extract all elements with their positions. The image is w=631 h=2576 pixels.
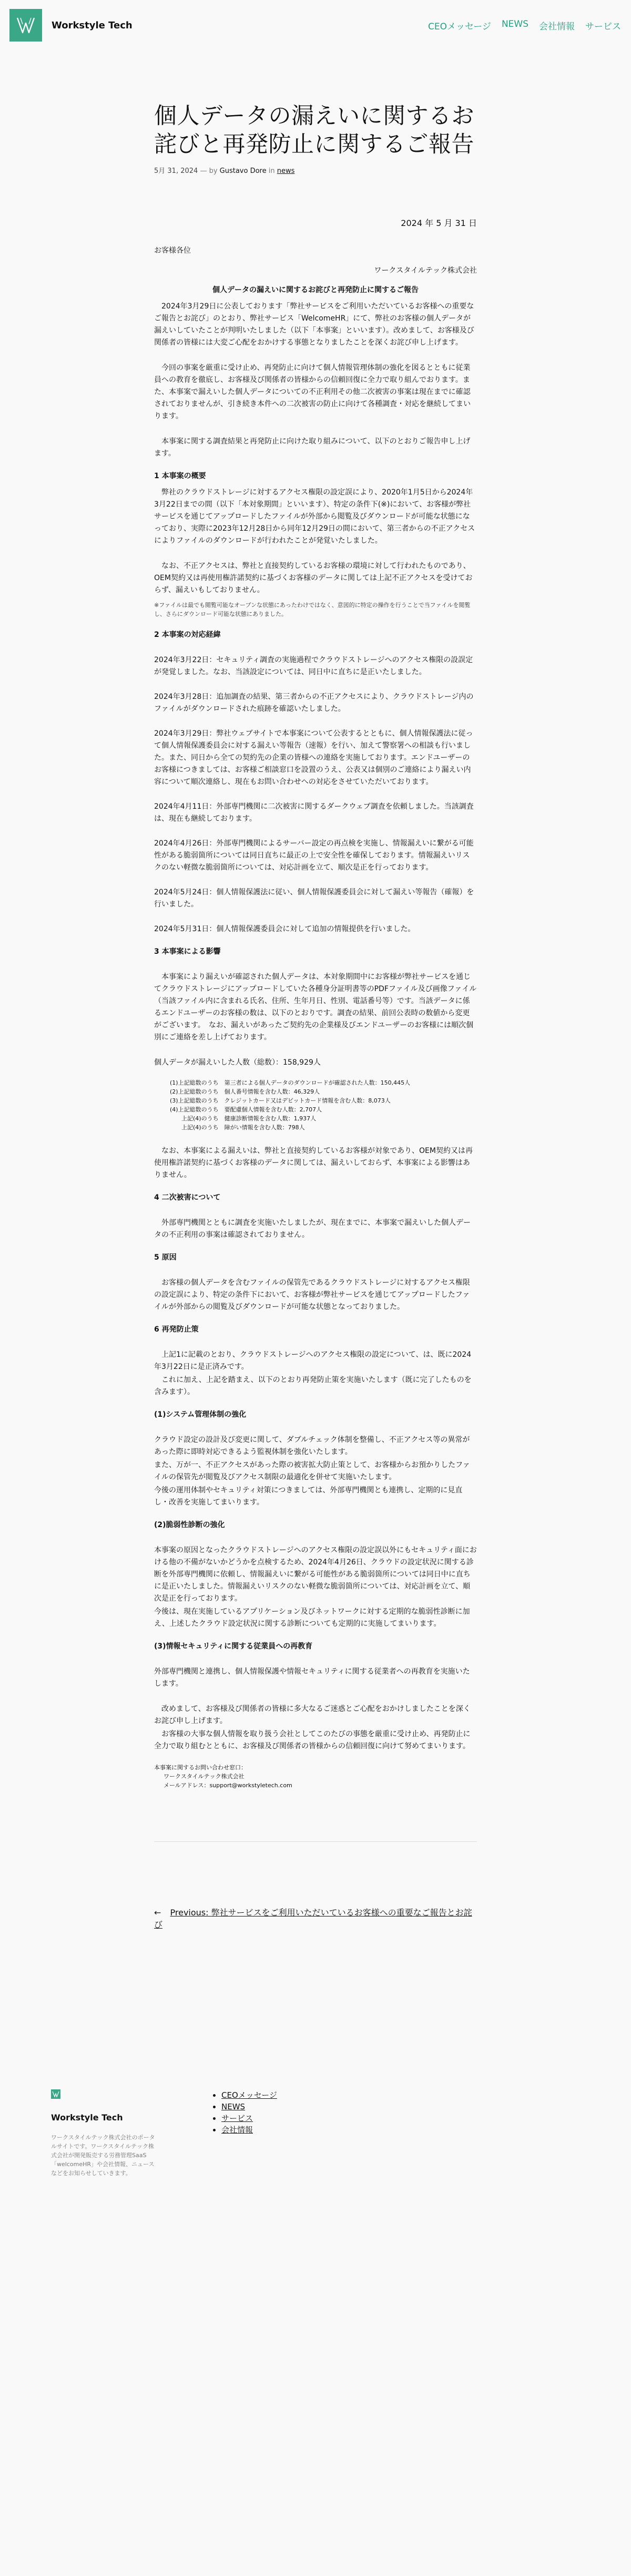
footer-link-ceo-message[interactable]: CEOメッセージ: [221, 2090, 277, 2100]
section-1-paragraph: 弊社のクラウドストレージに対するアクセス権限の設定誤により、2020年1月5日から2024年3月22日までの間（以下「本対象期間」といいます）、特定の条件下(※)において、お客様が弊社サービスを通じてアップロードしたファイルが外部から閲覧及びダウンロードが可能な状態になっており、実際に2023年12月28日から同年12月29日の間において、第三者からの不正アクセスによりファイルのダウンロードが行われたことが発覚いたしました。: [154, 488, 475, 545]
letter-company: ワークスタイルテック株式会社: [374, 266, 477, 275]
workstyle-logo-icon[interactable]: [9, 9, 42, 42]
post-date: 5月 31, 2024: [154, 167, 198, 175]
footer-description: ワークスタイルテック株式会社のポータルサイトです。ワークスタイルテック株式会社が開発販売する労務管理SaaS「welcomeHR」や会社情報、ニュースなどをお知らせしていきます。: [51, 2134, 155, 2177]
article-title: 個人データの漏えいに関するお詫びと再発防止に関するご報告: [154, 103, 474, 158]
section-4-title: 4 二次被害について: [154, 1193, 221, 1202]
affected-count-row: (1)上記総数のうち 第三者による個人データのダウンロードが確認された人数：150,445人: [170, 1079, 411, 1086]
main-nav: [428, 19, 622, 32]
footer-brand: [51, 2089, 159, 2178]
previous-post-title: 弊社サービスをご利用いただいているお客様への重要なご報告とお詫び: [154, 1908, 472, 1930]
contact-email[interactable]: メールアドレス：support@workstyletech.com: [164, 1782, 292, 1789]
measure-1-paragraph: クラウド設定の設計及び変更に関して、ダブルチェック体制を整備し、不正アクセス等の異常があった際に即時対応できるよう監視体制を強化いたします。: [154, 1436, 470, 1456]
previous-post-prefix: Previous:: [170, 1908, 209, 1918]
nav-service[interactable]: サービス: [585, 21, 621, 32]
timeline-entry: 2024年4月11日：外部専門機関に二次被害に関するダークウェブ調査を依頼しました。当該調査は、現在も継続しております。: [154, 802, 474, 823]
timeline-entry: 2024年3月22日：セキュリティ調査の実施過程でクラウドストレージへのアクセス権限の設誤定が発覚しました。なお、当該設定については、同日中に直ちに是正いたしました。: [154, 656, 473, 676]
measure-1-title: (1)システム管理体制の強化: [154, 1410, 247, 1419]
section-5-title: 5 原因: [154, 1253, 177, 1262]
arrow-left-icon[interactable]: ←: [154, 1908, 161, 1918]
section-1-title: 1 本事案の概要: [154, 472, 206, 480]
section-3-paragraph: 本事案により漏えいが確認された個人データは、本対象期間中にお客様が弊社サービスを通じてクラウドストレージにアップロードしていた各種身分証明書等のPDFファイル及び画像ファイル（当該ファイル内に含まれる氏名、住所、生年月日、性別、電話番号等）です。当該データに係るエンドユーザーのお客様の数は、以下のとおりです。調査の結果、前回公表時の数値から変更がございます。 なお、漏えいがあったご契約先の企業様及びエンドユーザーのお客様には順次個別にご連絡を差し上げております。: [154, 973, 477, 1042]
measure-2-paragraph: 今後は、現在実施しているアプリケーション及びネットワークに対する定期的な脆弱性診断に加え、上述したクラウド設定状況に関する診断についても定期的に実施してまいります。: [154, 1608, 470, 1628]
footer-link-service[interactable]: サービス: [221, 2114, 253, 2123]
footer-nav: [213, 2089, 277, 2178]
closing-paragraph: 改めまして、お客様及び関係者の皆様に多大なるご迷惑とご心配をおかけしましたことを深くお詫び申し上げます。: [154, 1705, 471, 1725]
article: [154, 102, 477, 1931]
workstyle-logo-icon[interactable]: [51, 2089, 60, 2099]
timeline-entry: 2024年4月26日：外部専門機関によるサーバー設定の再点検を実施し、情報漏えいに繋がる可能性がある脆弱箇所については同日直ちに最正の上で安全性を確保しております。情報漏えいリスクのない軽微な脆弱箇所については、対応計画を立て、順次是正を行っております。: [154, 839, 474, 872]
letter-date: 2024 年 5 月 31 日: [401, 218, 477, 228]
affected-count-row: (2)上記総数のうち 個人番号情報を含む人数：46,329人: [170, 1088, 320, 1095]
timeline-entry: 2024年5月24日：個人情報保護法に従い、個人情報保護委員会に対して漏えい等報告（確報）を行いました。: [154, 888, 474, 909]
contact-company: ワークスタイルテック株式会社: [164, 1773, 245, 1780]
footer-nav-item: [221, 2101, 277, 2113]
measure-3-paragraph: 外部専門機関と連携し、個人情報保護や情報セキュリティに関する従業者への再教育を実施いたします。: [154, 1667, 470, 1688]
section-6-paragraph: これに加え、上記を踏まえ、以下のとおり再発防止策を実施いたします（既に完了したものを含みます）。: [154, 1376, 472, 1396]
brand[interactable]: [9, 9, 133, 42]
post-by: — by: [200, 167, 218, 175]
previous-post-nav: [154, 1907, 477, 1931]
divider: [154, 1841, 477, 1842]
section-3-title: 3 本事案による影響: [154, 947, 221, 956]
closing-paragraph: お客様の大事な個人情報を取り扱う会社としてこのたびの事態を厳重に受け止め、再発防止に全力で取り組むとともに、お客様及び関係者の皆様からの信頼回復に向けて努めてまいります。: [154, 1730, 471, 1750]
footer-link-news[interactable]: NEWS: [221, 2102, 246, 2111]
letter-salutation: お客様各位: [154, 246, 191, 255]
intro-paragraph: 今回の事案を厳重に受け止め、再発防止に向けて個人情報管理体制の強化を図るとともに従業員への教育を徹底し、お客様及び関係者の皆様からの信頼回復に全力で取り組んでおります。また、本事案で漏えいした個人データについての不正利用その他二次被害の事案は現在までに確認されておりませんが、引き続き本件への二次被害の防止に向けて各種調査・対応を継続してまいります。: [154, 364, 471, 420]
timeline-entry: 2024年3月28日：追加調査の結果、第三者からの不正アクセスにより、クラウドストレージ内のファイルがダウンロードされた痕跡を確認いたしました。: [154, 693, 474, 713]
contact-block: [154, 1763, 477, 1790]
footer-link-company[interactable]: 会社情報: [221, 2125, 253, 2135]
affected-total: 個人データが漏えいした人数（総数）：158,929人: [154, 1058, 321, 1067]
affected-subcount-row: 上記(4)のうち 障がい情報を含む人数：798人: [181, 1124, 305, 1131]
intro-paragraph: 2024年3月29日に公表しております「弊社サービスをご利用いただいているお客様への重要なご報告とお詫び」のとおり、弊社サービス「WelcomeHR」にて、弊社のお客様の個人データが漏えいしていたことが判明いたしました（以下「本事案」といいます）。改めまして、お客様及び関係者の皆様には大変ご心配をおかけする事態となりましたことを深くお詫び申し上げます。: [154, 302, 474, 347]
nav-ceo-message[interactable]: CEOメッセージ: [428, 21, 491, 32]
affected-count-row: (3)上記総数のうち クレジットカード又はデビットカード情報を含む人数：8,073人: [170, 1097, 391, 1104]
affected-count-row: (4)上記総数のうち 要配慮個人情報を含む人数：2,707人: [170, 1106, 322, 1113]
site-header: [0, 0, 631, 50]
post-meta: [154, 165, 477, 177]
section-4-paragraph: 外部専門機関とともに調査を実施いたしましたが、現在までに、本事案で漏えいした個人データの不正利用の事案は確認されておりません。: [154, 1219, 471, 1239]
affected-breakdown: [170, 1078, 477, 1132]
measure-3-title: (3)情報セキュリティに関する従業員への再教育: [154, 1642, 313, 1651]
footer-nav-item: [221, 2113, 277, 2124]
letter-heading: 個人データの漏えいに関するお詫びと再発防止に関するご報告: [212, 286, 419, 294]
footer-brand-name[interactable]: Workstyle Tech: [51, 2113, 123, 2122]
intro-paragraph: 本事案に関する調査結果と再発防止に向けた取り組みについて、以下のとおりご報告申し上げます。: [154, 437, 471, 458]
post-category[interactable]: news: [277, 167, 295, 175]
measure-1-paragraph: 今後の運用体制やセキュリティ対策につきましては、外部専門機関とも連携し、定期的に見直し・改善を実施してまいります。: [154, 1486, 463, 1507]
previous-post-link[interactable]: [154, 1908, 472, 1930]
footer-nav-item: [221, 2089, 277, 2101]
timeline-entry: 2024年3月29日：弊社ウェブサイトで本事案について公表するとともに、個人情報保護法に従って個人情報保護委員会に対する漏えい等報告（速報）を行い、加えて警察署への相談も行いました。また、同日から全ての契約先の企業の皆様への連絡を実施しております。エンドユーザーのお客様につきましては、お客様ご相談窓口を設置のうえ、公表又は個別のご連絡により漏えい内容について順次連絡し、現在もお問い合わせへの対応をさせていただいております。: [154, 729, 473, 786]
footer-nav-item: [221, 2124, 277, 2136]
post-author[interactable]: Gustavo Dore: [219, 167, 267, 175]
section-5-paragraph: お客様の個人データを含むファイルの保管先であるクラウドストレージに対するアクセス権限の設定誤により、特定の条件下において、お客様が弊社サービスを通じてアップロードしたファイルが外部からの閲覧及びダウンロードが可能な状態となっておりました。: [154, 1279, 470, 1311]
section-1-note: ※ファイルは最でも閲覧可能なオープンな状態にあったわけではなく、意図的に特定の操作を行うことで当ファイルを閲覧し、さらにダウンロード可能な状態にありました。: [154, 602, 471, 617]
nav-news[interactable]: NEWS: [501, 18, 528, 29]
section-1-paragraph: なお、不正アクセスは、弊社と直接契約しているお客様の環境に対して行われたものであり、OEM契約又は再使用権許諾契約に基づくお客様のデータに関しては上記不正アクセスを受けておらず、漏えいもしておりません。: [154, 562, 473, 594]
section-3-paragraph: なお、本事案による漏えいは、弊社と直接契約しているお客様が対象であり、OEM契約又は再使用権許諾契約に基づくお客様のデータに関しては、漏えいしておらず、本事案による影響はありません。: [154, 1147, 473, 1179]
site-footer: [51, 2089, 631, 2246]
section-6-title: 6 再発防止策: [154, 1325, 199, 1334]
contact-title: 本事案に関するお問い合わせ窓口：: [154, 1764, 247, 1771]
brand-name[interactable]: Workstyle Tech: [52, 19, 133, 31]
affected-subcount-row: 上記(4)のうち 健康診断情報を含む人数：1,937人: [181, 1115, 317, 1122]
nav-company[interactable]: 会社情報: [539, 21, 575, 32]
timeline-entry: 2024年5月31日：個人情報保護委員会に対して追加の情報提供を行いました。: [154, 925, 415, 933]
measure-2-title: (2)脆弱性診断の強化: [154, 1521, 225, 1529]
section-6-paragraph: 上記1に記載のとおり、クラウドストレージへのアクセス権限の設定について、は、既に2024年3月22日に是正済みです。: [154, 1351, 472, 1371]
post-in: in: [268, 167, 275, 175]
measure-1-paragraph: また、万が一、不正アクセスがあった際の被害拡大防止策として、お客様からお預かりしたファイルの保管先が閲覧及びアクセス制限の最適化を併せて実施いたします。: [154, 1461, 470, 1481]
section-2-title: 2 本事案の対応経緯: [154, 631, 221, 639]
measure-2-paragraph: 本事案の原因となったクラウドストレージへのアクセス権限の設定誤以外にもセキュリティ面における他の不備がないかどうかを点検するため、2024年4月26日、クラウドの設定状況に関する診断を外部専門機関に依頼し、情報漏えいに繋がる可能性がある脆弱箇所については同日中に直ちに是正いたしました。情報漏えいリスクのない軽微な脆弱箇所については、対応計画を立て、順次是正を行っております。: [154, 1546, 477, 1603]
